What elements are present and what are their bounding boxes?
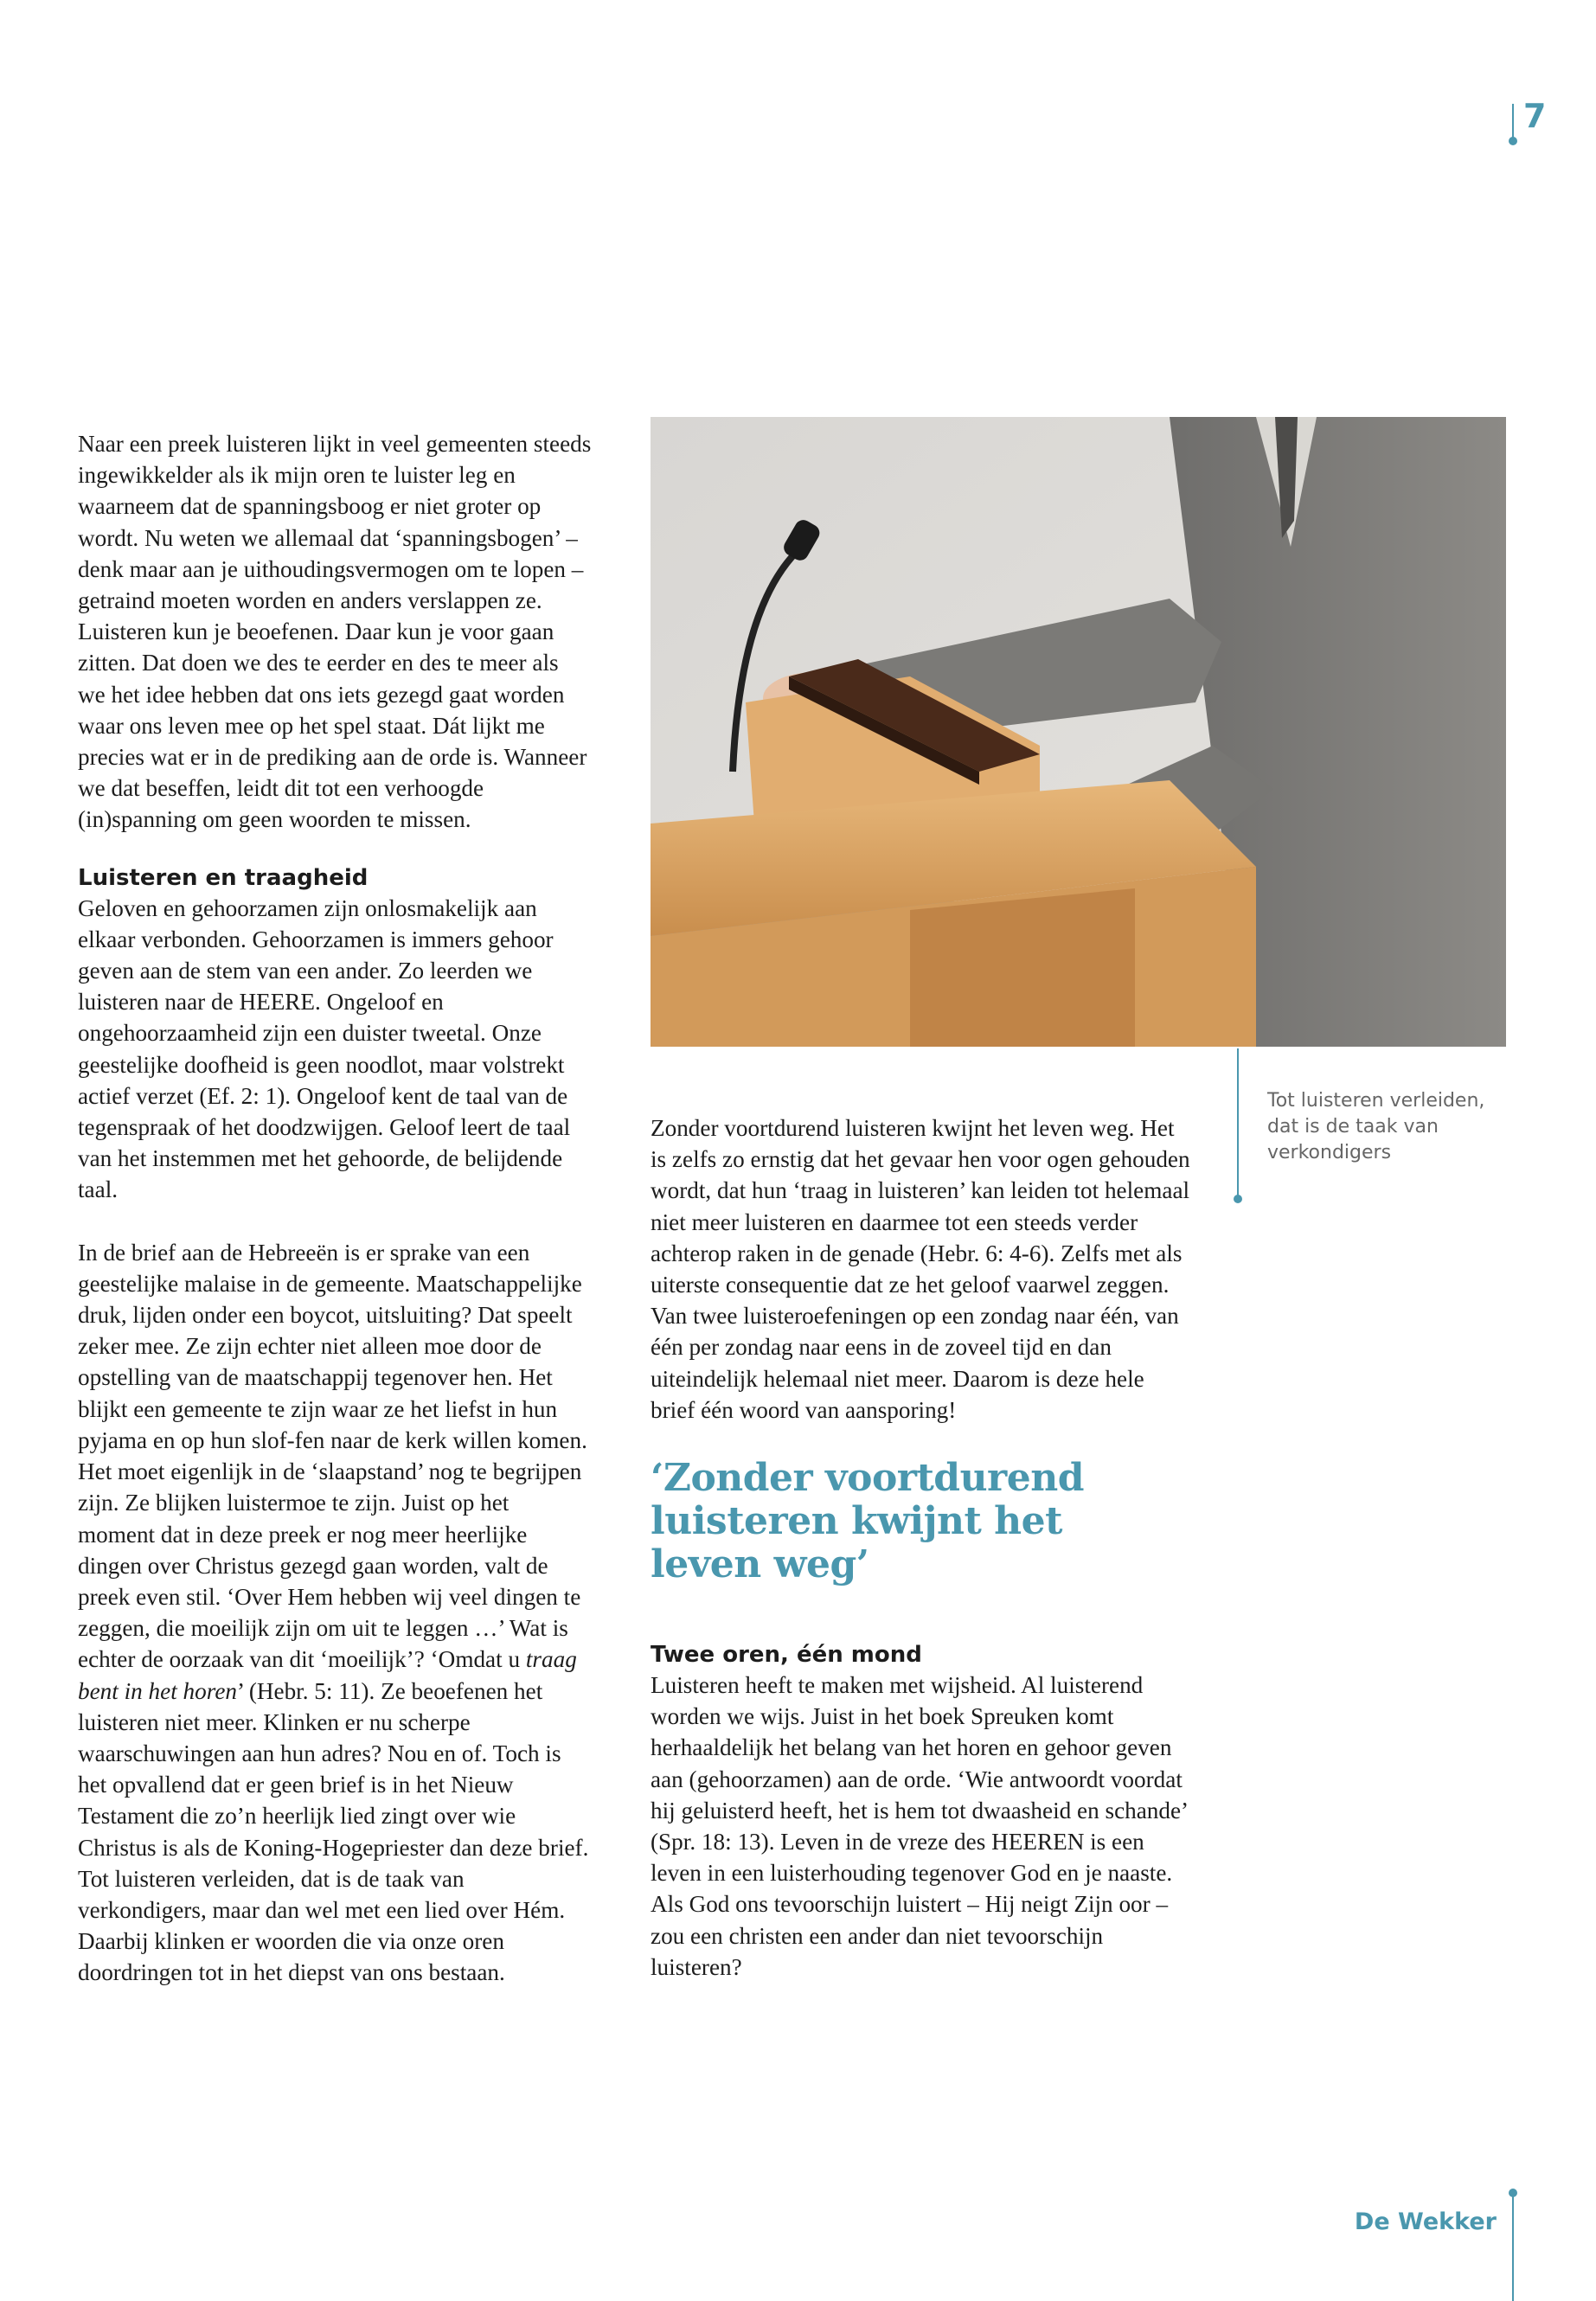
footer-rule: [1512, 2193, 1514, 2301]
side-caption: Tot luisteren verleiden, dat is de taak van verkondigers: [1267, 1090, 1485, 1163]
page-number-dot: [1509, 137, 1517, 145]
left-paragraph-1: Geloven en gehoorzamen zijn onlosmakelijk aan elkaar verbonden. Gehoorzamen is immers gehoor geven aan de stem van een ander. Zo leerden we luisteren naar de HEERE. Ongeloof en ongehoorzaamheid zijn een duister tweetal. Onze geestelijke doofheid is geen noodlot, maar volstrekt actief verzet (Ef. 2: 1). Ongeloof kent de taal van de tegenspraak of het doodzwijgen. Geloof leert de taal van het instemmen met het gehoorde, de belijdende taal.: [78, 894, 571, 1203]
page-number: 7: [1523, 97, 1547, 135]
caption-rule: [1237, 1048, 1239, 1199]
left-paragraph-2: [78, 1237, 592, 1989]
left-column: [78, 428, 592, 2020]
right-paragraph-2: Luisteren heeft te maken met wijsheid. Al luisterend worden we wijs. Juist in het boek Spreuken komt herhaaldelijk het belang van het horen en gehoor geven aan (gehoorzamen) aan de orde. ‘Wie antwoordt voordat hij geluisterd heeft, het is hem tot dwaasheid en schande’ (Spr. 18: 13). Leven in de vreze des HEEREN is een leven in een luisterhouding tegenover God en je naaste. Als God ons tevoorschijn luistert – Hij neigt Zijn oor – zou een christen een ander dan niet tevoorschijn luisteren?: [651, 1672, 1188, 1980]
right-column: [651, 1112, 1192, 2014]
caption-dot: [1234, 1195, 1242, 1203]
left-paragraph-2-italic: traag bent in het horen: [78, 1646, 577, 1704]
pulpit-photo: [651, 417, 1506, 1047]
pull-quote: ‘Zonder voortdurend luisteren kwijnt het leven weg’: [651, 1456, 1084, 1587]
right-paragraph-1: Zonder voortdurend luisteren kwijnt het leven weg. Het is zelfs zo ernstig dat het gevaar hen voor ogen gehouden wordt, dat hun ‘traag in luisteren’ kan leiden tot helemaal niet meer luisteren en daarmee tot een steeds verder achterop raken in de genade (Hebr. 6: 4-6). Zelfs met als uiterste consequentie dat ze het geloof vaarwel zeggen. Van twee luisteroefeningen op een zondag naar één, van één per zondag naar eens in de zoveel tijd en dan uiteindelijk helemaal niet meer. Daarom is deze hele brief één woord van aansporing!: [651, 1115, 1190, 1423]
section-heading-listening-sloth: Luisteren en traagheid: [78, 864, 369, 891]
pulpit-photo-illustration: [651, 417, 1506, 1047]
intro-paragraph: Naar een preek luisteren lijkt in veel gemeenten steeds ingewikkelder als ik mijn oren te luister leg en waarneem dat de spanningsboog er niet groter op wordt. Nu weten we allemaal dat ‘spanningsbogen’ – denk maar aan je uithoudingsvermogen om te lopen – getraind moeten worden en anders verslappen ze. Luisteren kun je beoefenen. Daar kun je voor gaan zitten. Dat doen we des te eerder en des te meer als we het idee hebben dat ons iets gezegd gaat worden waar ons leven mee op het spel staat. Dát lijkt me precies wat er in de prediking aan de orde is. Wanneer we dat beseffen, leidt dit tot een verhoogde (in)spanning om geen woorden te missen.: [78, 431, 592, 833]
left-paragraph-2-start: In de brief aan de Hebreeën is er sprake van een geestelijke malaise in de gemeente. Maatschappelijke druk, lijden onder een boycot, uitsluiting? Dat speelt zeker mee. Ze zijn echter niet alleen moe door de opstelling van de maatschappij tegenover hen. Het blijkt een gemeente te zijn waar ze het liefst in hun pyjama en op hun slof-fen naar de kerk willen komen. Het moet eigenlijk in de ‘slaapstand’ nog te begrijpen zijn. Ze blijken luistermoe te zijn. Juist op het moment dat in deze preek er nog meer heerlijke dingen over Christus gezegd gaan worden, valt de preek even stil. ‘Over Hem hebben wij veel dingen te zeggen, die moeilijk zijn om uit te leggen …’ Wat is echter de oorzaak van dit ‘moeilijk’? ‘Omdat u: [78, 1239, 587, 1673]
left-paragraph-2-end: ’ (Hebr. 5: 11). Ze beoefenen het luisteren niet meer. Klinken er nu scherpe waarschuwingen aan hun adres? Nou en of. Toch is het opvallend dat er geen brief is in het Nieuw Testament die zo’n heerlijk lied zingt over wie Christus is als de Koning-Hogepriester dan deze brief. Tot luisteren verleiden, dat is de taak van verkondigers, maar dan wel met een lied over Hém. Daarbij klinken er woorden die via onze oren doordringen tot in het diepst van ons bestaan.: [78, 1677, 589, 1986]
footer-brand: De Wekker: [1354, 2208, 1497, 2235]
section-heading-two-ears: Twee oren, één mond: [651, 1642, 922, 1669]
